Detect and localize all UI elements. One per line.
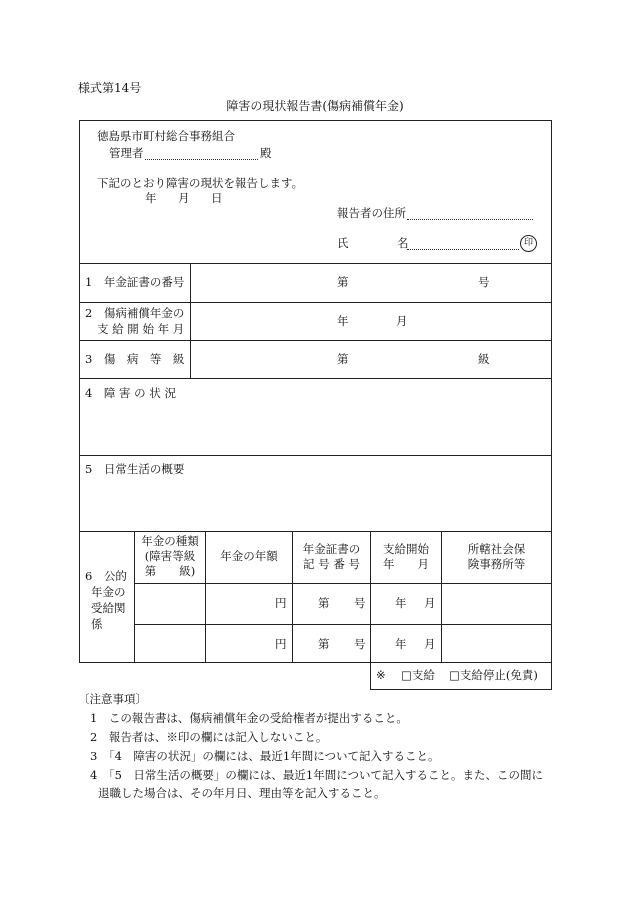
pension-row1-year: 年 bbox=[395, 596, 407, 610]
status-option-suspend-checkbox[interactable]: □支給停止(免責) bbox=[449, 668, 538, 682]
note-item: 1 この報告書は、傷病補償年金の受給権者が提出すること。 bbox=[90, 711, 408, 725]
date-day-label: 日 bbox=[211, 191, 223, 205]
pension-label-line1: 6 公的 bbox=[85, 569, 127, 583]
note-item: 4 「5 日常生活の概要」の欄には、最近1年間について記入すること。また、この間に bbox=[90, 768, 543, 782]
reporter-name-line[interactable] bbox=[407, 249, 519, 250]
honorific: 殿 bbox=[260, 146, 272, 160]
name-label-1: 氏 bbox=[337, 236, 349, 250]
pension-row1-dai: 第 bbox=[318, 596, 330, 610]
header-cert-line2: 記 号 番 号 bbox=[303, 557, 360, 571]
pension-row1-month: 月 bbox=[424, 596, 436, 610]
organization-name: 徳島県市町村総合事務組合 bbox=[97, 129, 235, 143]
start-date-year: 年 bbox=[337, 314, 349, 328]
pension-label-line4: 係 bbox=[91, 617, 103, 631]
cert-number-label: 1 年金証書の番号 bbox=[85, 275, 185, 289]
header-start-line2: 年 月 bbox=[383, 557, 429, 571]
form-number: 様式第14号 bbox=[78, 81, 142, 95]
header-type-line3: 第 級) bbox=[144, 564, 196, 578]
header-office-line1: 所轄社会保 bbox=[467, 542, 526, 556]
start-date-month: 月 bbox=[396, 314, 408, 328]
reporter-address-label: 報告者の住所 bbox=[337, 206, 406, 220]
header-amount: 年金の年額 bbox=[220, 549, 278, 563]
cert-number-prefix: 第 bbox=[337, 275, 349, 289]
seal-icon: 印 bbox=[520, 235, 537, 252]
reporter-address-line[interactable] bbox=[407, 219, 533, 220]
note-item: 3 「4 障害の状況」の欄には、最近1年間について記入すること。 bbox=[90, 749, 440, 763]
header-cert-line1: 年金証書の bbox=[302, 542, 361, 556]
pension-row2-go: 号 bbox=[354, 637, 366, 651]
disability-label: 4 障 害 の 状 況 bbox=[85, 386, 176, 400]
note-item: 2 報告者は、※印の欄には記入しないこと。 bbox=[90, 730, 328, 744]
grade-prefix: 第 bbox=[337, 352, 349, 366]
form-title: 障害の現状報告書(傷病補償年金) bbox=[226, 99, 404, 113]
daily-life-label: 5 日常生活の概要 bbox=[85, 462, 185, 476]
date-year-label: 年 bbox=[145, 191, 157, 205]
status-option-pay-checkbox[interactable]: □支給 bbox=[401, 668, 435, 682]
start-date-label-line2: 支 給 開 始 年 月 bbox=[97, 322, 185, 336]
grade-suffix: 級 bbox=[478, 352, 490, 366]
pension-row1-yen: 円 bbox=[275, 596, 287, 610]
name-label-2: 名 bbox=[397, 236, 409, 250]
start-date-label-line1: 2 傷病補償年金の bbox=[85, 306, 185, 320]
status-mark: ※ bbox=[376, 668, 386, 682]
grade-label: 3 傷 病 等 級 bbox=[85, 352, 185, 366]
manager-label: 管理者 bbox=[109, 146, 144, 160]
notes-heading: 〔注意事項〕 bbox=[78, 692, 147, 706]
header-office-line2: 険事務所等 bbox=[467, 557, 526, 571]
pension-row2-year: 年 bbox=[395, 637, 407, 651]
pension-row1-go: 号 bbox=[354, 596, 366, 610]
pension-row2-month: 月 bbox=[424, 637, 436, 651]
pension-row2-yen: 円 bbox=[275, 637, 287, 651]
cert-number-suffix: 号 bbox=[478, 275, 490, 289]
header-type-line2: (障害等級 bbox=[144, 549, 196, 563]
header-type-line1: 年金の種類 bbox=[141, 534, 199, 548]
pension-row2-dai: 第 bbox=[318, 637, 330, 651]
report-statement: 下記のとおり障害の現状を報告します。 bbox=[97, 176, 304, 190]
date-month-label: 月 bbox=[178, 191, 190, 205]
manager-name-line[interactable] bbox=[145, 159, 258, 160]
note-item: 退職した場合は、その年月日、理由等を記入すること。 bbox=[98, 786, 386, 800]
pension-label-line2: 年金の bbox=[91, 585, 126, 599]
header-start-line1: 支給開始 bbox=[383, 542, 429, 556]
pension-label-line3: 受給関 bbox=[91, 601, 126, 615]
